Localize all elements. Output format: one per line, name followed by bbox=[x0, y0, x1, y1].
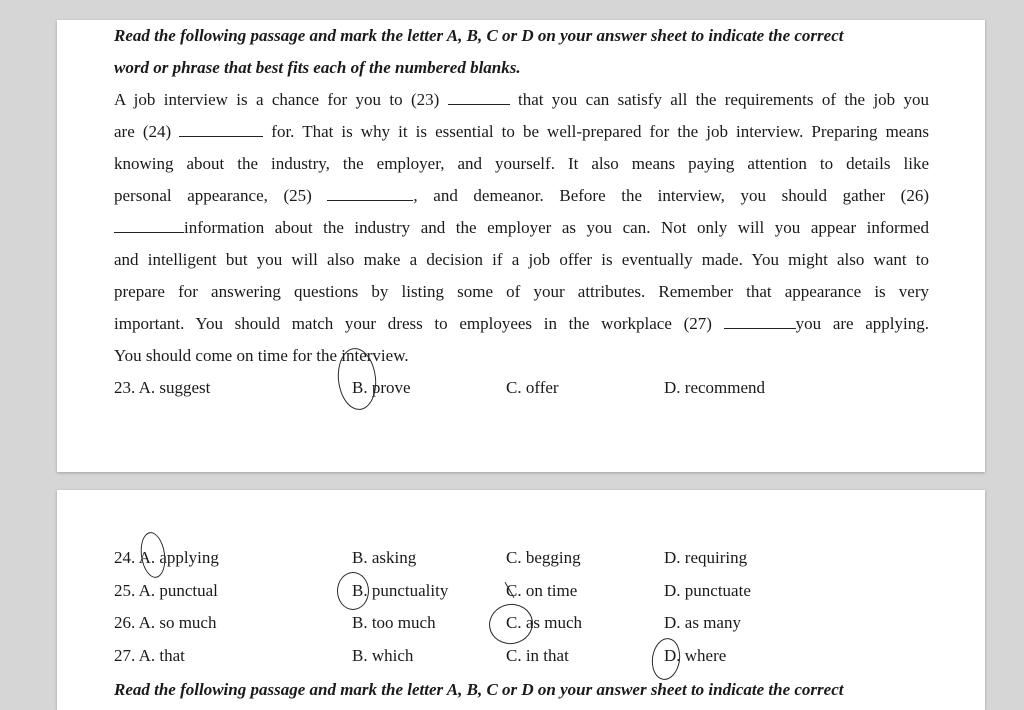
passage-line-6: and intelligent but you will also make a decision if a job offer is eventually made. You might also want to bbox=[114, 250, 929, 269]
q24-option-d: D. requiring bbox=[664, 548, 748, 567]
passage-line-2: are (24) for. That is why it is essential to be well-prepared for the job interview. Preparing means bbox=[114, 122, 930, 141]
blank-26 bbox=[114, 218, 184, 233]
passage-line-9: You should come on time for the interview. bbox=[114, 346, 409, 365]
passage-line-8: important. You should match your dress to employees in the workplace (27) you are applying. bbox=[114, 314, 930, 333]
q23-option-d: D. recommend bbox=[664, 378, 766, 397]
document-page-1 bbox=[57, 20, 985, 472]
q23-option-c: C. offer bbox=[506, 378, 559, 397]
question-24: 24. A. applying bbox=[114, 548, 219, 567]
q26-option-d: D. as many bbox=[664, 613, 741, 632]
next-instruction-line: Read the following passage and mark the letter A, B, C or D on your answer sheet to indicate the correct bbox=[114, 680, 844, 699]
question-27: 27. A. that bbox=[114, 646, 185, 665]
question-25: 25. A. punctual bbox=[114, 581, 218, 600]
passage-line-7: prepare for answering questions by listing some of your attributes. Remember that appearance is very bbox=[114, 282, 929, 301]
q24-option-b: B. asking bbox=[352, 548, 417, 567]
instruction-line-2: word or phrase that best fits each of the numbered blanks. bbox=[114, 58, 521, 77]
passage-line-5: information about the industry and the employer as you can. Not only will you appear informed bbox=[114, 218, 929, 238]
q27-option-c: C. in that bbox=[506, 646, 569, 665]
question-23: 23. A. suggest bbox=[114, 378, 211, 397]
blank-24 bbox=[179, 122, 263, 137]
passage-line-3: knowing about the industry, the employer, and yourself. It also means paying attention to details like bbox=[114, 154, 929, 173]
passage-line-4: personal appearance, (25) , and demeanor. Before the interview, you should gather (26) bbox=[114, 186, 929, 205]
blank-23 bbox=[448, 90, 510, 105]
q27-option-d: D. where bbox=[664, 646, 727, 665]
blank-25 bbox=[327, 186, 413, 201]
passage-line-1: A job interview is a chance for you to (23) that you can satisfy all the requirements of the job you bbox=[114, 90, 930, 109]
document-page-2 bbox=[57, 490, 985, 710]
q24-option-c: C. begging bbox=[506, 548, 581, 567]
q23-option-b: B. prove bbox=[352, 378, 411, 397]
q26-option-c: C. as much bbox=[506, 613, 583, 632]
question-26: 26. A. so much bbox=[114, 613, 217, 632]
q25-option-c: C. on time bbox=[506, 581, 578, 600]
q26-option-b: B. too much bbox=[352, 613, 436, 632]
q25-option-b: B. punctuality bbox=[352, 581, 449, 600]
instruction-line-1: Read the following passage and mark the letter A, B, C or D on your answer sheet to indicate the correct bbox=[114, 26, 844, 45]
q25-option-d: D. punctuate bbox=[664, 581, 751, 600]
blank-27 bbox=[724, 314, 796, 329]
q27-option-b: B. which bbox=[352, 646, 414, 665]
